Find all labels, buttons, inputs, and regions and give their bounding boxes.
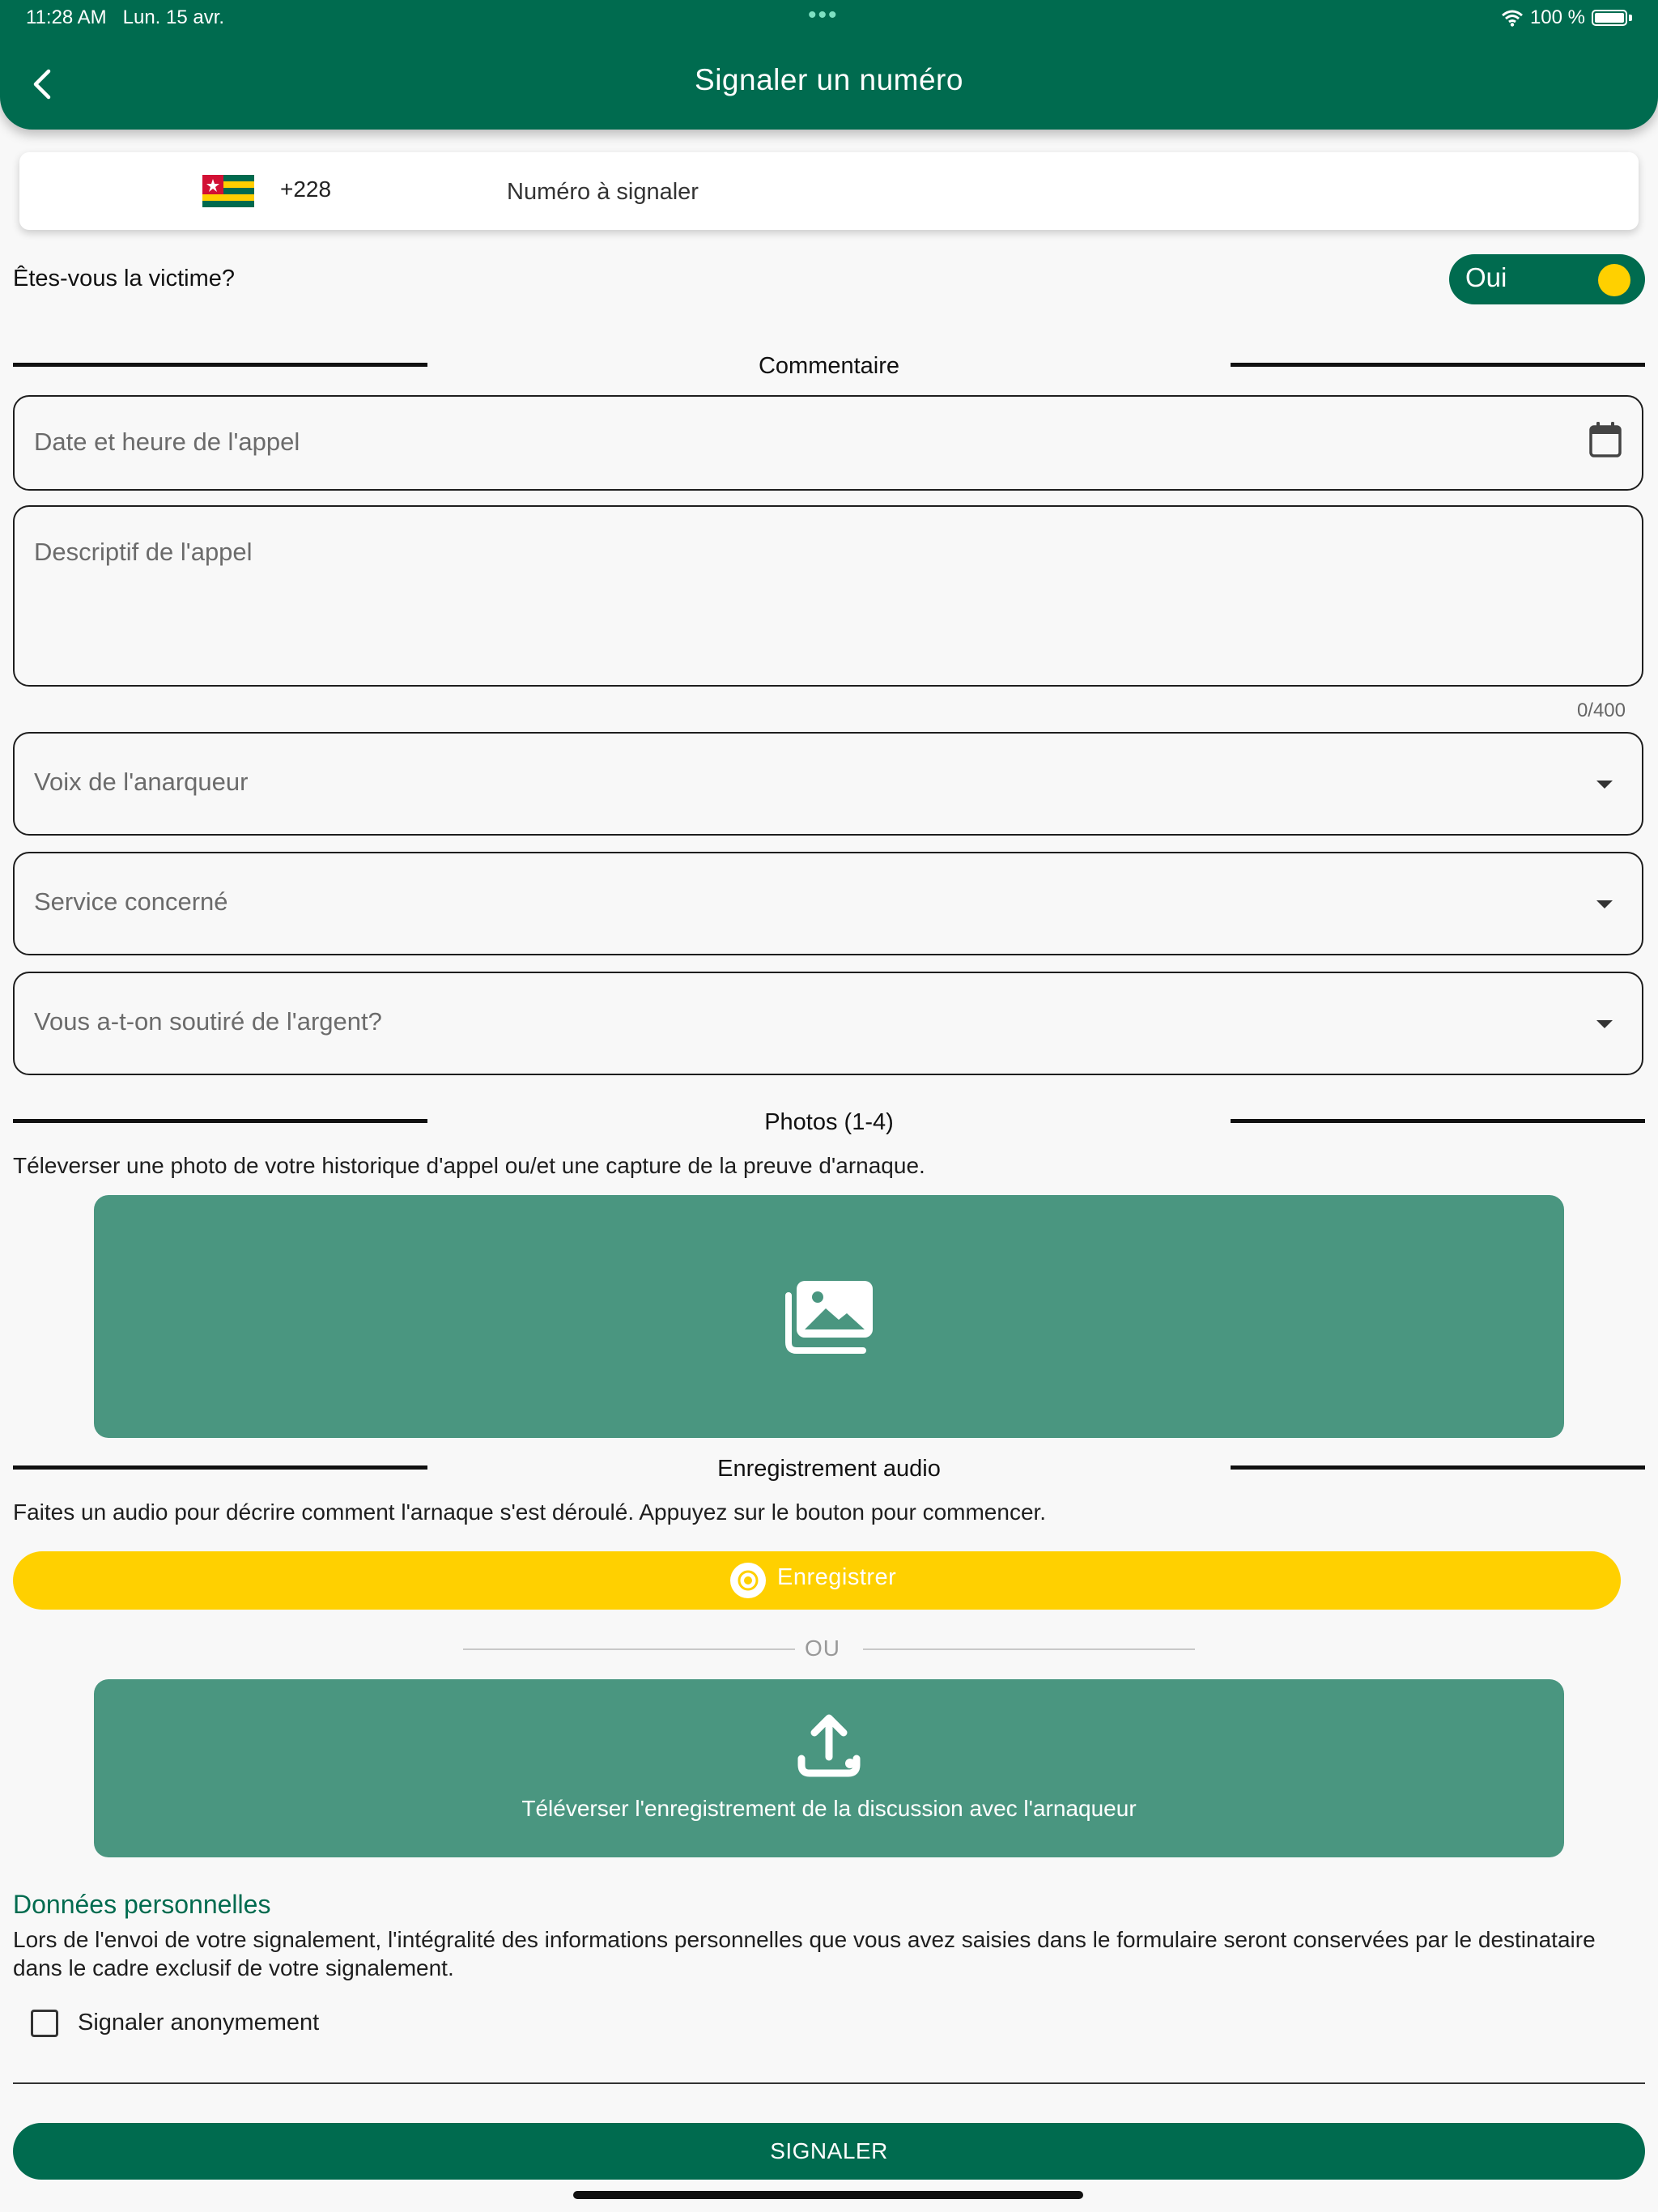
dial-code[interactable]: +228	[280, 177, 332, 202]
call-datetime-placeholder: Date et heure de l'appel	[34, 428, 300, 456]
phone-number-card	[19, 152, 1639, 230]
wifi-icon	[1501, 9, 1524, 27]
toggle-knob	[1598, 264, 1630, 296]
audio-upload-label: Téléverser l'enregistrement de la discussion avec l'arnaqueur	[521, 1796, 1137, 1821]
personal-data-title: Données personnelles	[13, 1890, 271, 1919]
multitask-dots[interactable]: •••	[808, 2, 839, 28]
record-icon	[730, 1563, 766, 1598]
scammer-voice-select[interactable]	[13, 732, 1643, 836]
phone-number-input[interactable]	[505, 168, 1626, 215]
togo-flag-icon[interactable]	[202, 175, 254, 207]
or-separator: OU	[805, 1636, 840, 1661]
victim-question: Êtes-vous la victime?	[13, 266, 235, 291]
call-datetime-field[interactable]	[13, 395, 1643, 491]
battery-icon	[1592, 10, 1627, 26]
dropdown-arrow-icon	[1596, 781, 1613, 789]
anonymous-label[interactable]: Signaler anonymement	[78, 2010, 320, 2035]
personal-data-text: Lors de l'envoi de votre signalement, l'intégralité des informations personnelles que vous avez saisies dans le formulaire seront conservées par le destinataire dans le cadre exclusif de votre signalement.	[13, 1927, 1596, 1980]
home-indicator[interactable]	[573, 2191, 1083, 2199]
calendar-icon[interactable]	[1588, 421, 1622, 458]
call-description-placeholder: Descriptif de l'appel	[34, 538, 253, 566]
footer-divider	[13, 2082, 1645, 2084]
status-time: 11:28 AM Lun. 15 avr.	[26, 6, 225, 28]
or-divider-right	[863, 1648, 1195, 1650]
toggle-label: Oui	[1465, 262, 1507, 292]
record-label: Enregistrer	[777, 1564, 897, 1590]
call-description-field[interactable]	[13, 505, 1643, 687]
photos-section-title: Photos (1-4)	[764, 1109, 894, 1135]
page-title: Signaler un numéro	[695, 63, 963, 96]
photo-upload-area[interactable]	[94, 1195, 1564, 1438]
anonymous-checkbox[interactable]	[31, 2010, 58, 2037]
service-select[interactable]	[13, 852, 1643, 955]
victim-toggle[interactable]	[1449, 254, 1645, 304]
image-gallery-icon	[782, 1279, 876, 1354]
service-placeholder: Service concerné	[34, 887, 228, 916]
audio-instruction: Faites un audio pour décrire comment l'arnaque s'est déroulé. Appuyez sur le bouton pour commencer.	[13, 1499, 1047, 1525]
record-button[interactable]	[13, 1551, 1621, 1610]
submit-button[interactable]: SIGNALER	[13, 2123, 1645, 2180]
scammer-voice-placeholder: Voix de l'anarqueur	[34, 768, 249, 796]
battery-percent: 100 %	[1529, 6, 1585, 28]
photos-instruction: Téleverser une photo de votre historique d'appel ou/et une capture de la preuve d'arnaque.	[13, 1153, 925, 1178]
money-taken-placeholder: Vous a-t-on soutiré de l'argent?	[34, 1007, 382, 1036]
dropdown-arrow-icon	[1596, 1020, 1613, 1028]
audio-section-title: Enregistrement audio	[717, 1456, 941, 1482]
dropdown-arrow-icon	[1596, 900, 1613, 908]
or-divider-left	[463, 1648, 795, 1650]
upload-icon	[793, 1712, 865, 1780]
money-taken-select[interactable]	[13, 972, 1643, 1075]
audio-upload-button[interactable]	[94, 1679, 1564, 1857]
character-counter: 0/400	[1576, 700, 1626, 721]
app-header	[0, 0, 1658, 130]
comment-section-title: Commentaire	[758, 353, 900, 379]
status-indicators	[1501, 6, 1632, 29]
